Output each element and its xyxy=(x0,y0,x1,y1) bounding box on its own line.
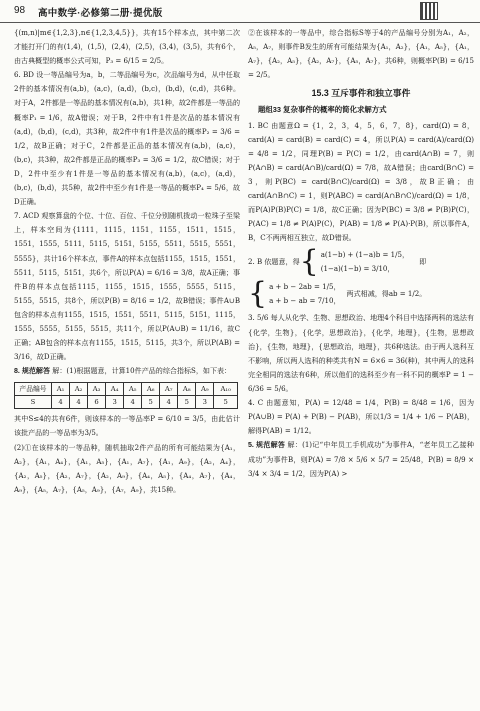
table-cell: 6 xyxy=(88,396,106,409)
table-cell: A₁₀ xyxy=(214,383,238,396)
section-title: 15.3 互斥事件和独立事件 xyxy=(311,88,411,99)
table-cell: A₉ xyxy=(196,383,214,396)
table-cell: 4 xyxy=(160,396,178,409)
answer-6: 6. BD 设一等品编号为a，b，二等品编号为c，次品编号为d，从中任取2件的基本情况有(a,b)，(a,c)，(a,d)，(b,c)，(b,d)，(c,d)，共6种。对于A，2件都是一等品的基本情况有(a,b)，共1种，故2件都是一等品的概率P₁ = 1/6，故A错误；对于B，2件中有1件是次品的基本情况有(a,d)，(b,d)，(c,d)，共3种，故2件中有1件是次品的概率P₂ = 3/6 = 1/2，故B正确；对于C，2件都是正品的基本情况有(a,b)，(a,c)，(b,c)，共3种，故2件都是正品的概率P₃ = 3/6 = 1/2，故C错误；对于D，2件中至少有1件是一等品的基本情况有(a,b)，(a,c)，(a,d)，(b,c)，(b,d)，共5种，故2件中至少有1件是一等品的概率P₄ = 5/6，故D正确。 xyxy=(14,70,240,207)
answer-8-title: 8. 规范解答 xyxy=(14,368,51,376)
answer-8-part1-end: 其中S≤4的共有6件，则该样本的一等品率P = 6/10 = 3/5，由此估计该批产品的一等品率为3/5。 xyxy=(14,414,240,438)
table-cell: A₇ xyxy=(160,383,178,396)
table-cell: 4 xyxy=(52,396,70,409)
book-title: 高中数学·必修第二册·提优版 xyxy=(38,8,163,19)
answer-3: 3. 5/6 每人从化学、生物、思想政治、地理4个科目中选择两科的选法有{化学，生物}，{化学，思想政治}，{化学，地理}，{生物，思想政治}，{生物，地理}，{思想政治，地理}，共6种选法。由于两人选科互不影响，所以两人选科的种类共有N = 6×6 = 36(种)，其中两人的选科完全相同的选法有6种，所以他们的选科至少有一科不同的概率P = 1 − 6/36 = 5/6。 xyxy=(248,313,474,393)
table-cell: 5 xyxy=(178,396,196,409)
table-cell: A₆ xyxy=(142,383,160,396)
table-cell: A₄ xyxy=(106,383,124,396)
table-cell: 3 xyxy=(196,396,214,409)
answer-5-title: 5. 规范解答 xyxy=(248,442,286,450)
group-title: 题组33 复杂事件的概率的简化求解方式 xyxy=(258,105,387,115)
answer-continued: {(m,n)|m∈{1,2,3},n∈{1,2,3,4,5}}，共有15个样本点，其中第二次才能打开门的有(1,4)，(1,5)，(2,4)，(2,5)，(3,4)，(3,5)，共有6个，由古典概型的概率公式可知，P₃ = 6/15 = 2/5。 xyxy=(14,28,240,66)
table-row xyxy=(15,396,238,409)
table-cell: 产品编号 xyxy=(15,383,52,396)
answer-8-part2-cont: ②在该样本的一等品中，综合指标S等于4的产品编号分别为A₁，A₂，A₅，A₇，则事件B发生的所有可能结果为{A₁，A₂}，{A₁，A₅}，{A₁，A₇}，{A₂，A₅}，{A₂，A₇}，{A₅，A₇}，共6种，则概率P(B) = 6/15 = 2/5。 xyxy=(248,28,474,80)
table-header-row xyxy=(15,383,238,396)
table-cell: 3 xyxy=(106,396,124,409)
table-cell: A₂ xyxy=(70,383,88,396)
answer-5-text: 解：(1)记“中年员工手机成功”为事件A，“老年员工乙接种成功”为事件B，则P(A) = 7/8 × 5/6 × 5/7 = 25/48，P(B) = 8/9 × 3/4 × 3/4 = 1/2，因为P(A) > xyxy=(248,440,474,479)
table-cell: 5 xyxy=(142,396,160,409)
table-cell: 4 xyxy=(124,396,142,409)
answer-2-tail: 两式相减，得ab = 1/2。 xyxy=(346,289,427,299)
answer-7: 7. ACD 观察算盘的个位、十位、百位、千位分别随机拨动一粒珠子至梁上，样本空间为{1111，1115，1151，1155，1511，1515，1551，1555，5111，5115，5151，5155，5511，5515，5551，5555}，共计16个样本点，事件A的样本点包括1155，1515，1551，5511，5115，5151，共6个，所以P(A) = 6/16 = 3/8，故A正确；事件B的样本点包括1115，1155，1515，1555，5555，5115，5155，5515，共8个，所以P(B) = 8/16 = 1/2，故B错误；事件A∪B包含的样本点有1155，1515，1551，5511，5115，5151，1115，1555，5555，5155，5515，共11个，所以P(A∪B) = 11/16，故C正确；AB包含的样本点有1155，1515，5115，共3个，所以P(AB) = 3/16，故D正确。 xyxy=(14,211,240,362)
table-cell: S xyxy=(15,396,52,409)
index-table xyxy=(14,382,238,409)
answer-1: 1. BC 由题意Ω = {1，2，3，4，5，6，7，8}，card(Ω) = 8，card(A) = card(B) = card(C) = 4，所以P(A) = card(A)/card(Ω) = 4/8 = 1/2，同理P(B) = P(C) = 1/2，由card(A∩B) = 7，则P(A∩B) = card(A∩B)/card(Ω) = 7/8，故A错误；由card(B∩C) = 3，则P(BC) = card(B∩C)/card(Ω) = 3/8，故B正确；由card(A∩B∩C) = 1，则P(ABC) = card(A∩B∩C)/card(Ω) = 1/8，而P(A)P(B)P(C) = 1/8，故C正确；因为P(BC) = 3/8 ≠ P(B)P(C)，P(AC) = 1/8 ≠ P(A)P(C)，P(AB) = 1/8 ≠ P(A)·P(B)，所以事件A，B，C不两两相互独立，故D错误。 xyxy=(248,120,474,243)
system-lines xyxy=(269,280,340,308)
table-cell: A₅ xyxy=(124,383,142,396)
system-lines xyxy=(321,248,409,276)
table-cell: 4 xyxy=(70,396,88,409)
equation: a + b − 2ab = 1/5， xyxy=(269,282,341,292)
table-cell: A₃ xyxy=(88,383,106,396)
table-cell: 5 xyxy=(214,396,238,409)
left-column xyxy=(14,26,240,497)
equation-system xyxy=(248,244,474,280)
answer-8 xyxy=(14,364,240,379)
answer-8-part2: (2)①在该样本的一等品种，随机抽取2件产品的所有可能结果为{A₁，A₂}，{A₁，A₄}，{A₁，A₅}，{A₁，A₇}，{A₁，A₉}，{A₂，A₄}，{A₂，A₅}，{A₂，A₇}，{A₂，A₉}，{A₄，A₅}，{A₄，A₇}，{A₄，A₉}，{A₅，A₇}，{A₅，A₉}，{A₇，A₉}，共15种。 xyxy=(14,442,240,494)
page-header xyxy=(0,0,480,23)
page-number: 98 xyxy=(14,5,26,16)
brace-symbol: { xyxy=(248,276,268,312)
table-cell: A₈ xyxy=(178,383,196,396)
answer-4: 4. C 由题意知，P(A) = 12/48 = 1/4，P(B) = 8/48 = 1/6，因为P(A∪B) = P(A) + P(B) − P(AB)，所以1/3 = 1/4 + 1/6 − P(AB)，解得P(AB) = 1/12。 xyxy=(248,397,474,436)
equation: a + b − ab = 7/10， xyxy=(269,296,341,306)
table-cell: A₁ xyxy=(52,383,70,396)
brace-symbol: { xyxy=(299,244,319,280)
equation: a(1−b) + (1−a)b = 1/5， xyxy=(320,250,410,260)
equation: (1−a)(1−b) = 3/10， xyxy=(320,264,395,274)
answer-2-mid: 即 xyxy=(419,257,427,267)
answer-2-head: 2. B 依题意，得 xyxy=(248,257,300,267)
answer-8-text: 解：(1)根据题意，计算10件产品的综合指标S，如下表： xyxy=(52,366,232,376)
equation-system xyxy=(248,276,474,312)
right-column xyxy=(248,26,474,482)
qr-code-icon xyxy=(420,2,438,20)
answer-5 xyxy=(248,438,474,481)
